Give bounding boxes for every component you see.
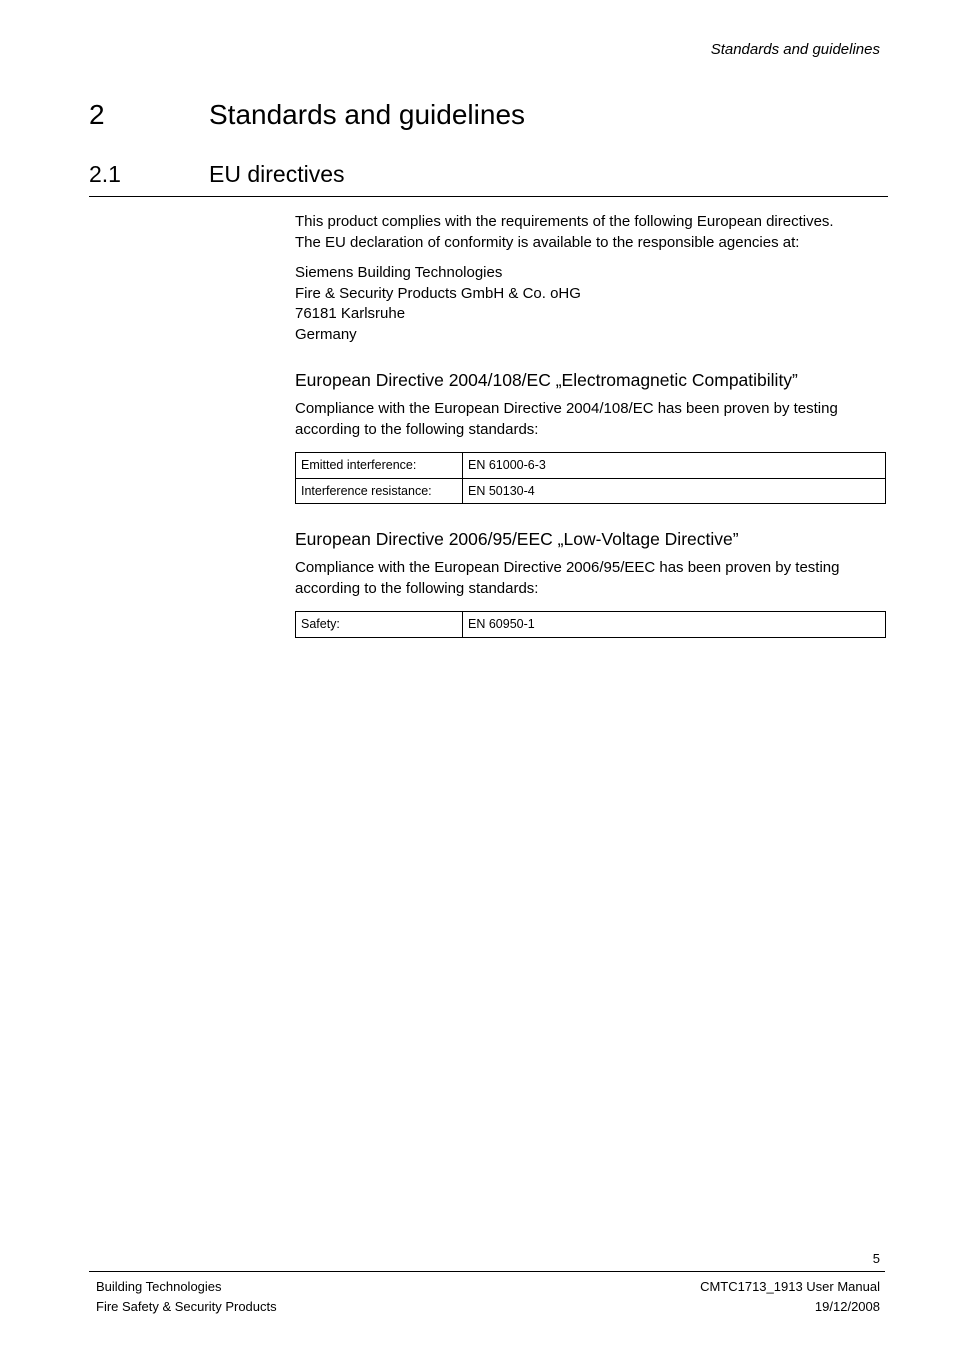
table-row [296,612,886,638]
page-number: 5 [872,1251,880,1266]
table-cell-value: EN 61000-6-3 [463,453,886,479]
footer-left [96,1277,277,1317]
address-line: 76181 Karlsruhe [295,305,406,322]
address-line: Fire & Security Products GmbH & Co. oHG [295,284,581,302]
intro-paragraph [295,212,888,253]
running-header: Standards and guidelines [710,41,880,58]
intro-line: The EU declaration of conformity is available to the responsible agencies at: [295,233,800,251]
main-content [295,212,888,638]
table-cell-value: EN 60950-1 [463,612,886,638]
footer-right [700,1277,880,1317]
directive-lvd-heading: European Directive 2006/95/EEC „Low-Voltage Directive” [295,529,739,549]
table-cell-value: EN 50130-4 [463,478,886,504]
section-title: EU directives [209,161,345,187]
table-cell-label: Emitted interference: [296,453,463,479]
table-row [296,453,886,479]
chapter-heading [89,99,525,131]
directive-emc-heading: European Directive 2004/108/EC „Electromagnetic Compatibility” [295,370,798,390]
footer-company: Building Technologies [96,1279,222,1294]
directive-lvd-text: Compliance with the European Directive 2006/95/EEC has been proven by testing according to the following standards: [295,559,840,597]
table-cell-label: Safety: [296,612,463,638]
footer-date: 19/12/2008 [814,1299,880,1314]
table-cell-label: Interference resistance: [296,478,463,504]
chapter-title: Standards and guidelines [209,99,526,130]
address-block [295,263,888,345]
footer-division: Fire Safety & Security Products [96,1299,277,1314]
footer-divider [89,1271,885,1272]
section-heading [89,161,888,197]
address-line: Siemens Building Technologies [295,264,503,281]
table-row [296,478,886,504]
lvd-standards-table [295,611,886,638]
emc-standards-table [295,452,886,504]
footer-document-title: CMTC1713_1913 User Manual [700,1279,880,1294]
intro-line: This product complies with the requirements of the following European directives. [295,213,834,230]
address-line: Germany [295,325,357,343]
chapter-number: 2 [89,99,105,130]
section-number: 2.1 [89,161,121,187]
directive-emc-text: Compliance with the European Directive 2004/108/EC has been proven by testing according to the following standards: [295,400,838,438]
